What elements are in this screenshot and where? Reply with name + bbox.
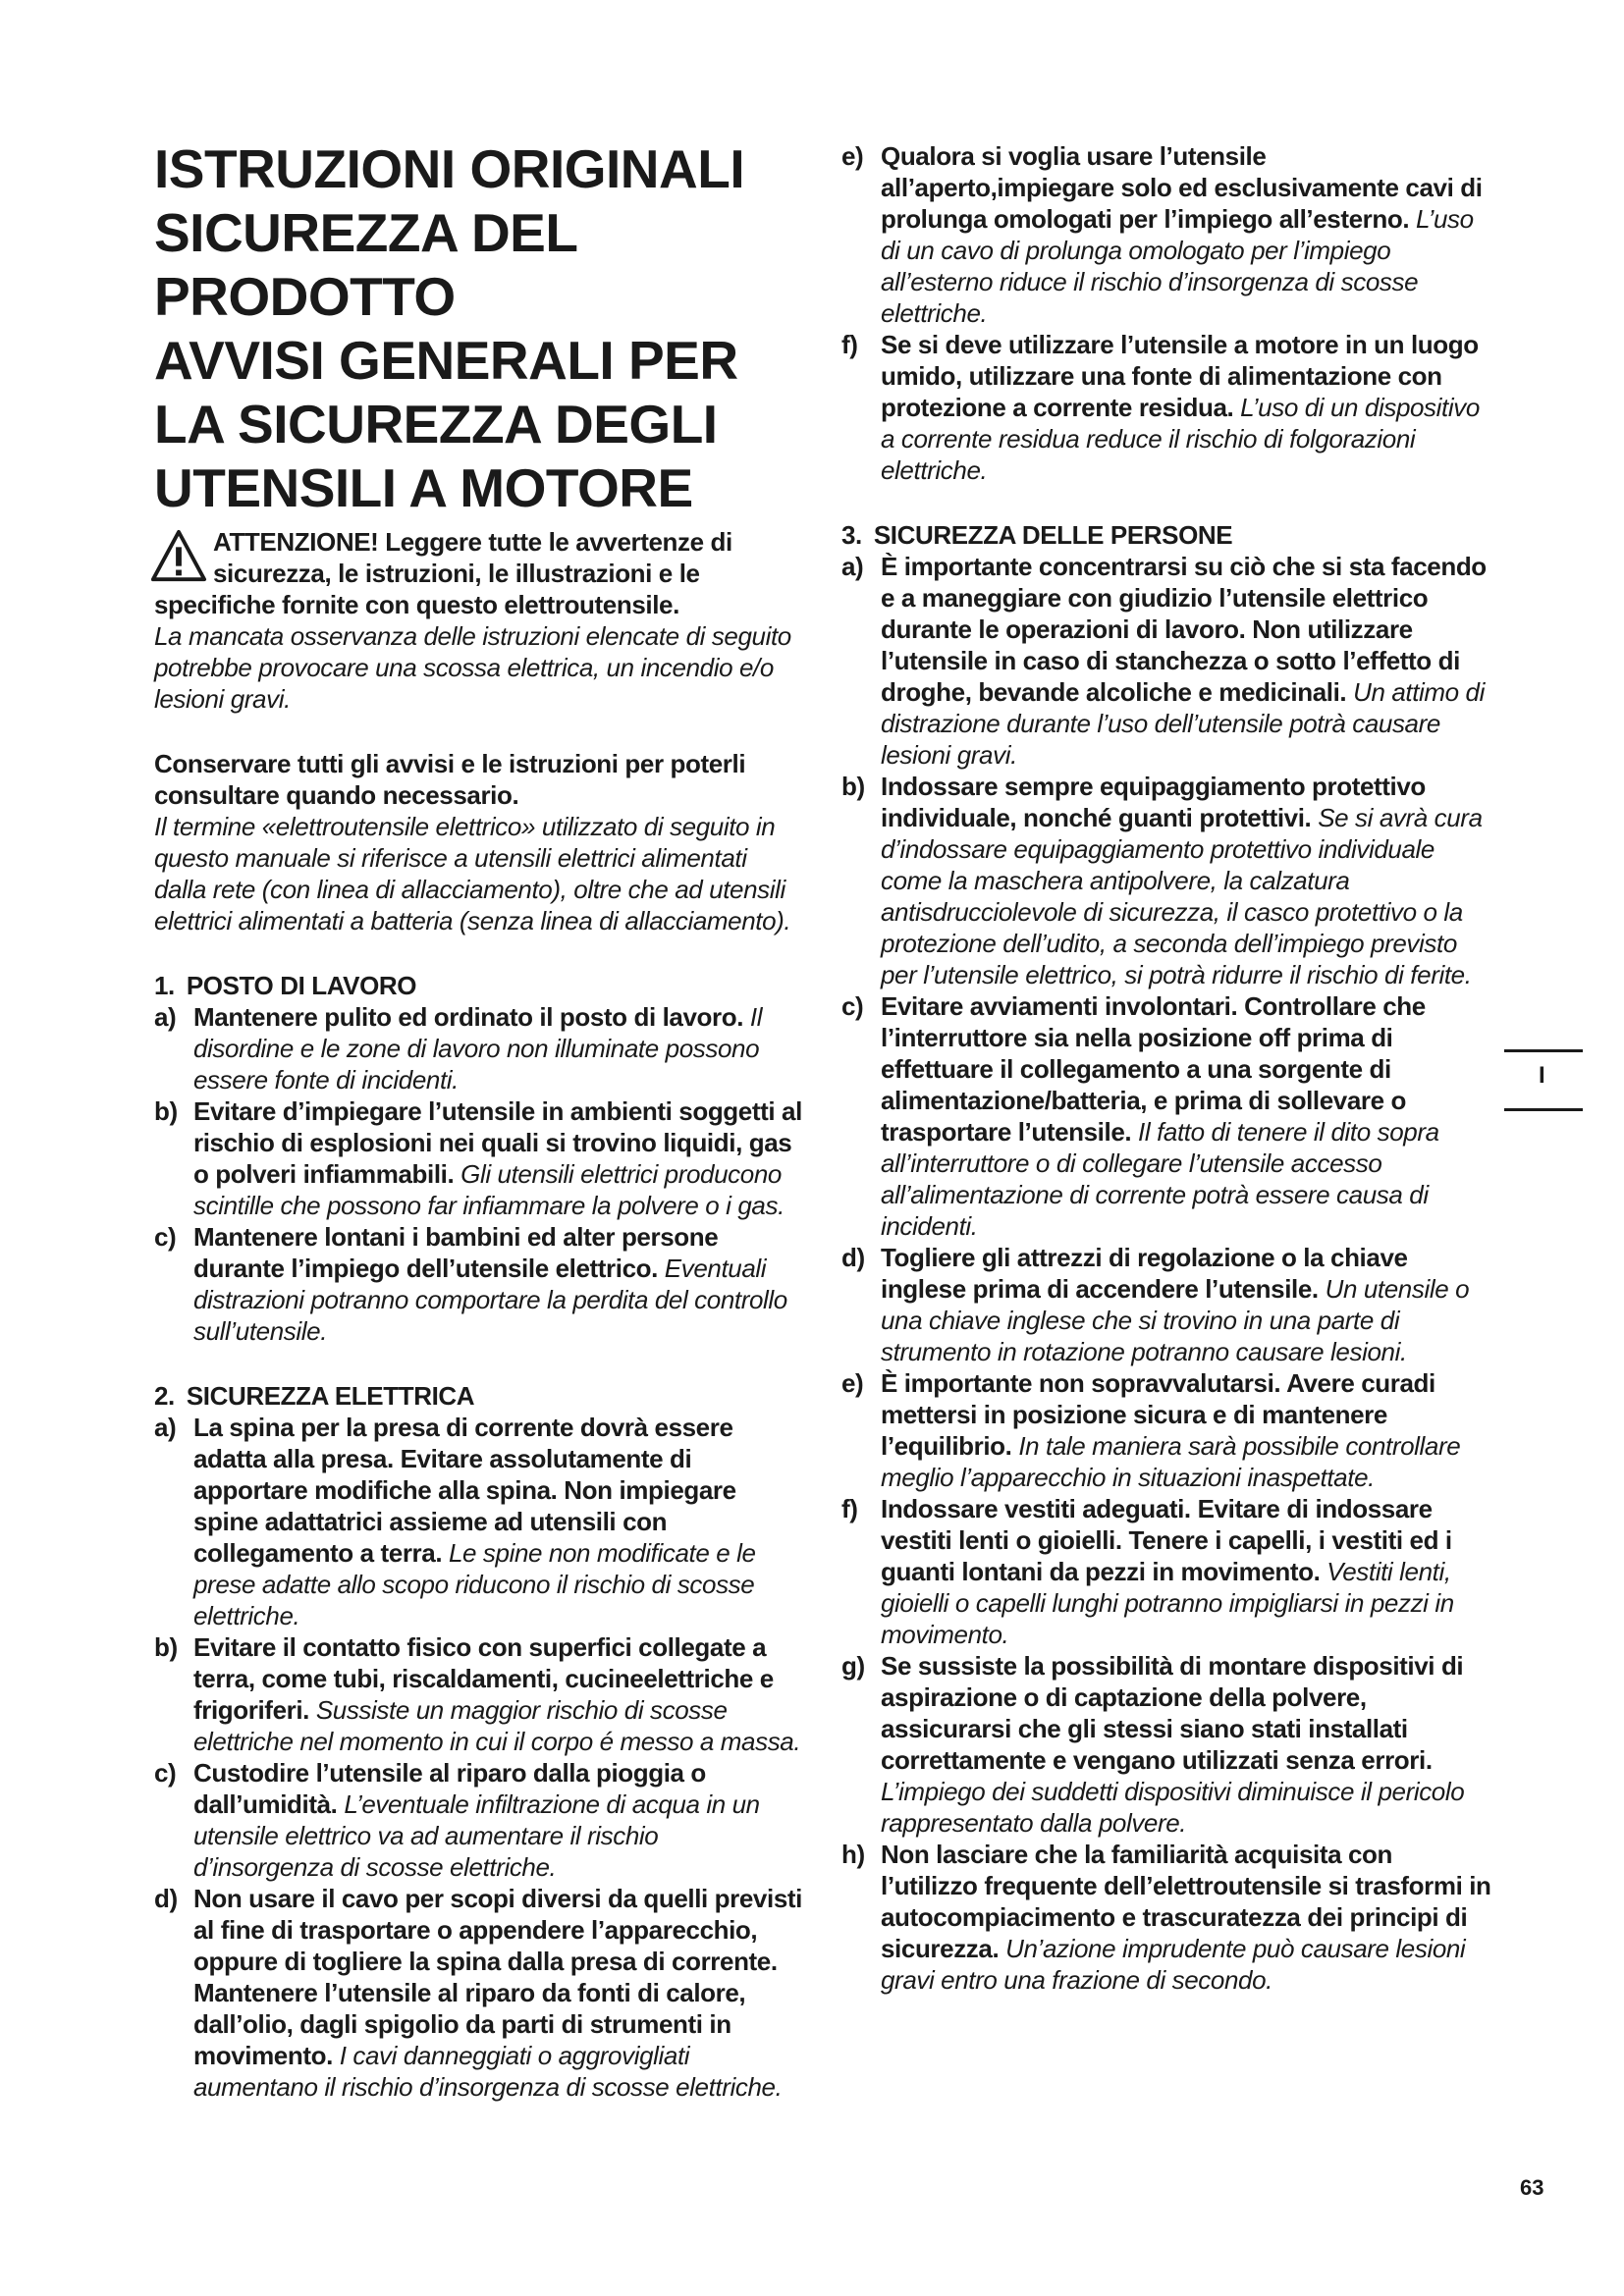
warning-triangle-icon xyxy=(150,528,207,585)
title-line: LA SICUREZZA DEGLI xyxy=(154,394,718,454)
right-column xyxy=(841,140,1494,1996)
item-explanation: Un’azione imprudente può causare lesioni gravi entro una frazione di secondo. xyxy=(881,1934,1466,1995)
item-instruction: La spina per la presa di corrente dovrà essere adatta alla presa. Evitare assolutamente di apportare modifiche alla spina. Non impiegare spine adattatrici assieme ad utensili con collegamento a terra. xyxy=(193,1413,736,1568)
item-instruction: Evitare avviamenti involontari. Controllare che l’interruttore sia nella posizione off prima di effettuare il collegamento a una sorgente di alimentazione/batteria, e prima di sollevare o trasportare l’utensile. xyxy=(881,991,1426,1147)
item-explanation: Eventuali distrazioni potranno comportare la perdita del controllo sull’utensile. xyxy=(193,1254,787,1346)
list-item xyxy=(841,990,1494,1242)
side-tab-bottom-rule xyxy=(1504,1108,1583,1111)
item-instruction: Se sussiste la possibilità di montare dispositivi di aspirazione o di captazione della polvere, assicurarsi che gli stessi siano stati installati correttamente e vengano utilizzati senza errori. xyxy=(881,1651,1464,1775)
item-explanation: Sussiste un maggior rischio di scosse elettriche nel momento in cui il corpo é messo a massa. xyxy=(193,1695,801,1756)
list-item xyxy=(841,1650,1494,1839)
item-explanation: L’uso di un dispositivo a corrente residua reduce il rischio di folgorazioni elettriche. xyxy=(881,393,1480,485)
list-item xyxy=(841,1493,1494,1650)
list-item xyxy=(154,1631,802,1757)
item-letter: c) xyxy=(154,1758,177,1788)
item-explanation: L’uso di un cavo di prolunga omologato per l’impiego all’esterno riduce il rischio d’insorgenza di scosse elettriche. xyxy=(881,204,1474,328)
item-letter: c) xyxy=(154,1222,177,1252)
item-instruction: Se si deve utilizzare l’utensile a motore in un luogo umido, utilizzare una fonte di alimentazione con protezione a corrente residua. xyxy=(881,330,1479,422)
keep-instructions xyxy=(154,748,802,936)
item-instruction: Evitare il contatto fisico con superfici collegate a terra, come tubi, riscaldamenti, cucineelettriche e frigoriferi. xyxy=(193,1632,774,1725)
item-letter: e) xyxy=(841,141,864,171)
language-tab: I xyxy=(1539,1062,1545,1089)
section-number: 1. xyxy=(154,971,175,1000)
section-number: 2. xyxy=(154,1381,175,1411)
title-line: UTENSILI A MOTORE xyxy=(154,457,693,518)
item-explanation: L’impiego dei suddetti dispositivi diminuisce il pericolo rappresentato dalla polvere. xyxy=(881,1777,1465,1838)
list-item xyxy=(154,1095,802,1221)
section-heading xyxy=(154,1380,802,1412)
section-title: SICUREZZA DELLE PERSONE xyxy=(873,520,1233,550)
item-letter: g) xyxy=(841,1651,865,1681)
warning-note: La mancata osservanza delle istruzioni elencate di seguito potrebbe provocare una scossa elettrica, un incendio e/o lesioni gravi. xyxy=(154,621,791,714)
item-letter: b) xyxy=(841,772,865,801)
title-line: AVVISI GENERALI PER xyxy=(154,330,738,391)
item-explanation: In tale maniera sarà possibile controllare meglio l’apparecchio in situazioni inaspettate. xyxy=(881,1431,1461,1492)
item-letter: f) xyxy=(841,330,858,359)
item-instruction: Mantenere pulito ed ordinato il posto di lavoro. xyxy=(193,1002,744,1032)
item-instruction: Togliere gli attrezzi di regolazione o la chiave inglese prima di accendere l’utensile. xyxy=(881,1243,1408,1304)
item-letter: e) xyxy=(841,1368,864,1398)
list-item xyxy=(154,1757,802,1883)
item-explanation: Le spine non modificate e le prese adatte allo scopo riducono il rischio di scosse elettriche. xyxy=(193,1538,756,1630)
item-letter: b) xyxy=(154,1632,178,1662)
item-explanation: Vestiti lenti, gioielli o capelli lunghi potranno impigliarsi in pezzi in movimento. xyxy=(881,1557,1454,1649)
item-letter: a) xyxy=(154,1413,177,1442)
item-letter: a) xyxy=(841,552,864,581)
side-tab-top-rule xyxy=(1504,1049,1583,1052)
item-explanation: Gli utensili elettrici producono scintille che possono far infiammare la polvere o i gas. xyxy=(193,1159,785,1220)
item-instruction: Qualora si voglia usare l’utensile all’aperto,impiegare solo ed esclusivamente cavi di prolunga omologati per l’impiego all’esterno. xyxy=(881,141,1483,234)
item-explanation: L’eventuale infiltrazione di acqua in un utensile elettrico va ad aumentare il rischio d’insorgenza di scosse elettriche. xyxy=(193,1789,760,1882)
item-instruction: Non usare il cavo per scopi diversi da quelli previsti al fine di trasportare o appendere l’apparecchio, oppure di togliere la spina dalla presa di corrente. Mantenere l’utensile al riparo da fonti di calore, dall’olio, dagli spigolio da parti di strumenti in movimento. xyxy=(193,1884,802,2070)
keep-italic: Il termine «elettroutensile elettrico» utilizzato di seguito in questo manuale si riferisce a utensili elettrici alimentati dalla rete (con linea di allacciamento), oltre che ad utensili elettrici alimentati a batteria (senza linea di allacciamento). xyxy=(154,812,791,935)
item-letter: a) xyxy=(154,1002,177,1032)
title-line: ISTRUZIONI ORIGINALI xyxy=(154,138,745,199)
item-instruction: Mantenere lontani i bambini ed alter persone durante l’impiego dell’utensile elettrico. xyxy=(193,1222,719,1283)
list-item xyxy=(154,1221,802,1347)
page-number: 63 xyxy=(1520,2175,1544,2200)
item-instruction: Non lasciare che la familiarità acquisita con l’utilizzo frequente dell’elettroutensile si trasformi in autocompiacimento e trascuratezza dei principi di sicurezza. xyxy=(881,1840,1491,1963)
section-title: SICUREZZA ELETTRICA xyxy=(186,1381,475,1411)
title-line: SICUREZZA DEL xyxy=(154,202,578,263)
item-letter: d) xyxy=(154,1884,178,1913)
section-heading xyxy=(154,970,802,1001)
item-letter: d) xyxy=(841,1243,865,1272)
page-title xyxy=(154,137,802,520)
item-instruction: Indossare vestiti adeguati. Evitare di indossare vestiti lenti o gioielli. Tenere i capelli, i vestiti ed i guanti lontani da pezzi in movimento. xyxy=(881,1494,1452,1586)
keep-bold: Conservare tutti gli avvisi e le istruzioni per poterli consultare quando necessario. xyxy=(154,749,746,810)
list-item xyxy=(841,771,1494,990)
item-explanation: Un attimo di distrazione durante l’uso dell’utensile potrà causare lesioni gravi. xyxy=(881,677,1485,770)
list-item xyxy=(154,1412,802,1631)
item-instruction: È importante concentrarsi su ciò che si sta facendo e a maneggiare con giudizio l’utensile elettrico durante le operazioni di lavoro. Non utilizzare l’utensile in caso di stanchezza o sotto l’effetto di droghe, bevande alcoliche e medicinali. xyxy=(881,552,1487,707)
list-item xyxy=(154,1001,802,1095)
title-line: PRODOTTO xyxy=(154,266,456,327)
section-number: 3. xyxy=(841,520,862,550)
list-item xyxy=(841,1367,1494,1493)
item-explanation: Se si avrà cura d’indossare equipaggiamento protettivo individuale come la maschera antipolvere, la calzatura antisdrucciolevole di sicurezza, il casco protettivo o la protezione dell’udito, a seconda dell’impiego previsto per l’utensile elettrico, si potrà ridurre il rischio di ferite. xyxy=(881,803,1483,989)
item-instruction: È importante non sopravvalutarsi. Avere curadi mettersi in posizione sicura e di mantenere l’equilibrio. xyxy=(881,1368,1435,1461)
list-item xyxy=(841,140,1494,329)
list-item xyxy=(841,551,1494,771)
item-instruction: Evitare d’impiegare l’utensile in ambienti soggetti al rischio di esplosioni nei quali si trovino liquidi, gas o polveri infiammabili. xyxy=(193,1096,802,1189)
warning-text: ATTENZIONE! Leggere tutte le avvertenze di sicurezza, le istruzioni, le illustrazioni e le specifiche fornite con questo elettroutensile. xyxy=(154,527,732,619)
section-heading xyxy=(841,519,1494,551)
list-item xyxy=(841,1839,1494,1996)
list-item xyxy=(841,1242,1494,1367)
item-letter: h) xyxy=(841,1840,865,1869)
item-letter: b) xyxy=(154,1096,178,1126)
list-item xyxy=(154,1883,802,2103)
item-explanation: Un utensile o una chiave inglese che si trovino in una parte di strumento in rotazione potranno causare lesioni. xyxy=(881,1274,1470,1366)
item-instruction: Indossare sempre equipaggiamento protettivo individuale, nonché guanti protettivi. xyxy=(881,772,1426,832)
warning-block xyxy=(154,526,802,715)
item-letter: c) xyxy=(841,991,864,1021)
section-title: POSTO DI LAVORO xyxy=(186,971,417,1000)
list-item xyxy=(841,329,1494,486)
item-explanation: I cavi danneggiati o aggrovigliati aumentano il rischio d’insorgenza di scosse elettriche. xyxy=(193,2041,783,2102)
item-letter: f) xyxy=(841,1494,858,1523)
item-instruction: Custodire l’utensile al riparo dalla pioggia o dall’umidità. xyxy=(193,1758,706,1819)
left-column xyxy=(154,137,802,2103)
item-explanation: Il fatto di tenere il dito sopra all’interruttore o di collegare l’utensile accesso all’alimentazione di corrente potrà essere causa di incidenti. xyxy=(881,1117,1439,1241)
item-explanation: Il disordine e le zone di lavoro non illuminate possono essere fonte di incidenti. xyxy=(193,1002,763,1095)
